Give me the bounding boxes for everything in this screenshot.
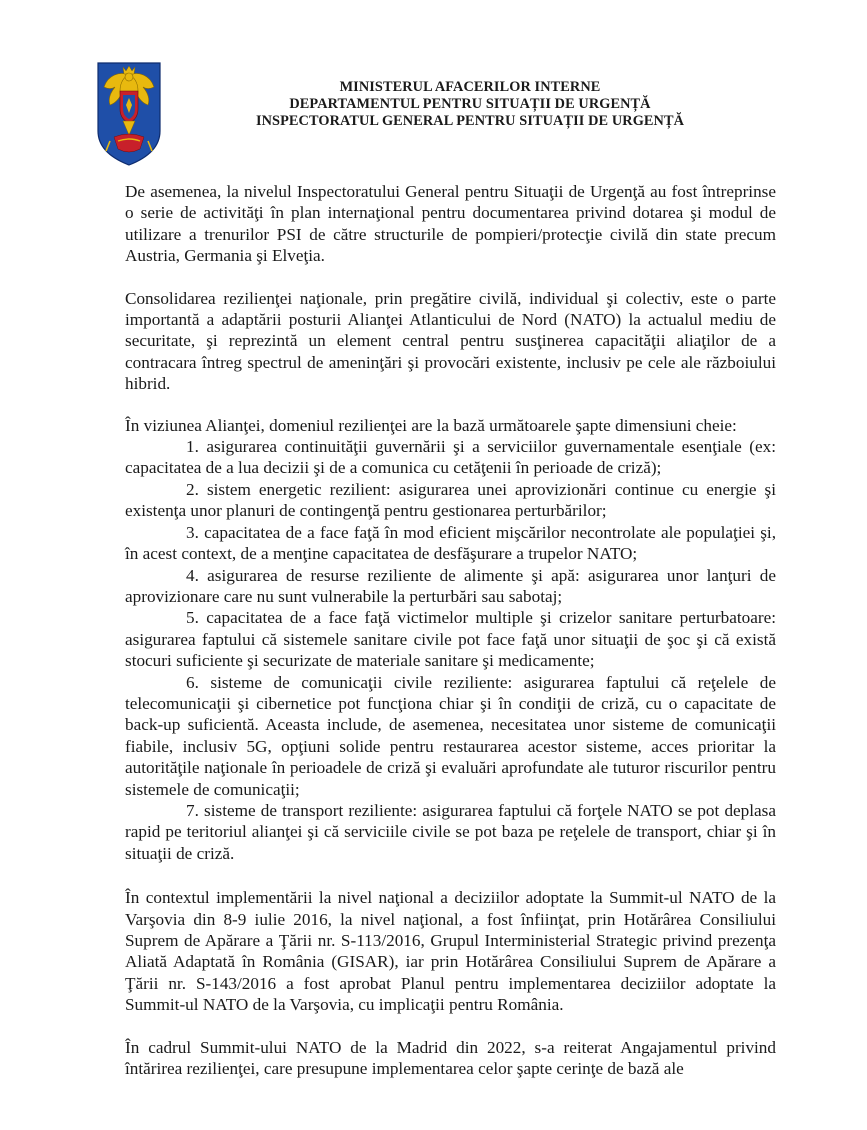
list-item-7: 7. sisteme de transport reziliente: asigurarea faptului că forţele NATO se pot deplasa rapid pe teritoriul alianţei şi că serviciile civile se pot baza pe reţelele de transport, chiar şi în situaţii de criză. (125, 800, 776, 863)
letterhead (170, 79, 770, 130)
paragraph-4: În contextul implementării la nivel naţional a deciziilor adoptate la Summit-ul NATO de la Varşovia din 8-9 iulie 2016, la nivel naţional, a fost înfiinţat, prin Hotărârea Consiliului Suprem de Apărare a Ţării nr. S-113/2016, Grupul Interministerial Strategic privind prezenţa Aliată Adaptată în România (GISAR), iar prin Hotărârea Consiliului Suprem de Apărare a Ţării nr. S-143/2016 a fost aprobat Planul pentru implementarea deciziilor adoptate la Summit-ul NATO de la Varşovia, cu implicaţii pentru România. (125, 888, 776, 1015)
list-item-3: 3. capacitatea de a face faţă în mod eficient mişcărilor necontrolate ale populaţiei şi, în acest context, de a menţine capacitatea de desfăşurare a trupelor NATO; (125, 522, 776, 564)
department-name: DEPARTAMENTUL PENTRU SITUAȚII DE URGENȚĂ (289, 96, 651, 112)
paragraph-3: În viziunea Alianţei, domeniul rezilienţei are la bază următoarele şapte dimensiuni cheie: (125, 415, 737, 435)
paragraph-5: În cadrul Summit-ului NATO de la Madrid din 2022, s-a reiterat Angajamentul privind întărirea rezilienţei, care presupune implementarea celor şapte cerinţe de bază ale (125, 1037, 776, 1079)
list-item-5: 5. capacitatea de a face faţă victimelor multiple şi crizelor sanitare perturbatoare: asigurarea faptului că sistemele sanitare civile pot face faţă unor situaţii de şoc şi că există stocuri suficiente şi securizate de materiale sanitare şi medicamente; (125, 608, 776, 671)
list-item-1: 1. asigurarea continuităţii guvernării şi a serviciilor guvernamentale esenţiale (ex: capacitatea de a lua decizii şi de a comunica cu cetăţenii în perioade de criză); (125, 437, 776, 478)
list-item-4: 4. asigurarea de resurse reziliente de alimente şi apă: asigurarea unor lanţuri de aprovizionare care nu sunt vulnerabile la perturbări sau sabotaj; (125, 565, 776, 606)
ministry-name: MINISTERUL AFACERILOR INTERNE (339, 79, 601, 95)
coat-of-arms-icon (96, 61, 162, 167)
list-item-6: 6. sisteme de comunicaţii civile reziliente: asigurarea faptului că reţelele de telecomunicaţii şi cibernetice pot funcţiona chiar şi în condiţii de criză, cu o capacitate de back-up suficientă. Aceasta include, de asemenea, necesitatea unor sisteme de comunicaţii fiabile, inclusiv 5G, opţiuni solide pentru restaurarea acestor sisteme, acces prioritar la autorităţile naţionale în perioadele de criză şi evaluări aprofundate ale tuturor riscurilor pentru sistemele de comunicaţii; (125, 672, 776, 799)
paragraph-1: De asemenea, la nivelul Inspectoratului General pentru Situaţii de Urgenţă au fost întreprinse o serie de activităţi în plan internaţional pentru documentarea privind dotarea şi modul de utilizare a trenurilor PSI de către structurile de pompieri/protecţie civilă din state precum Austria, Germania şi Elveţia. (125, 182, 776, 266)
inspectorate-name: INSPECTORATUL GENERAL PENTRU SITUAȚII DE URGENȚĂ (255, 113, 685, 129)
list-item-2: 2. sistem energetic rezilient: asigurarea unei aprovizionări continue cu energie şi existenţa unor planuri de contingenţă pentru gestionarea perturbărilor; (125, 479, 776, 521)
paragraph-2: Consolidarea rezilienţei naţionale, prin pregătire civilă, individual şi colectiv, este o parte importantă a adaptării posturii Alianţei Atlanticului de Nord (NATO) la actualul mediu de securitate, şi reprezintă un element central pentru susţinerea capacităţii aliaţilor de a contracara întreg spectrul de ameninţări şi provocări existente, inclusiv pe cele ale războiului hibrid. (125, 288, 776, 394)
document-body (125, 181, 776, 1100)
